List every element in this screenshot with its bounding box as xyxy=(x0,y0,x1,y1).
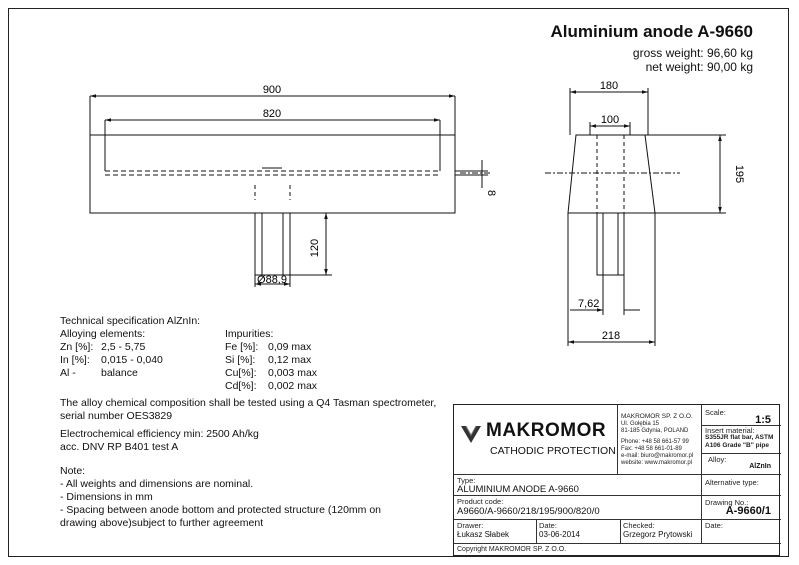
note-heading: Note: xyxy=(60,465,86,477)
side-view xyxy=(545,88,726,346)
logo-subtitle: CATHODIC PROTECTION xyxy=(490,445,616,457)
company-street: Ul. Gołębia 15 xyxy=(621,421,660,427)
company-email: e-mail: biuro@makromor.pl xyxy=(621,453,694,459)
type-value: ALUMINIUM ANODE A-9660 xyxy=(457,484,579,495)
alloy-value: AlZnIn xyxy=(749,463,771,470)
impurity-si-element: Si [%]: xyxy=(225,354,256,366)
product-code-value: A9660/A-9660/218/195/900/820/0 xyxy=(457,506,600,517)
impurity-si-value: 0,12 max xyxy=(268,354,312,366)
anode-body-side xyxy=(568,135,655,213)
scale-value: 1:5 xyxy=(755,414,771,426)
dim-120-label: 120 xyxy=(309,238,321,258)
title-block xyxy=(453,404,780,556)
net-weight: net weight: 90,00 kg xyxy=(645,60,753,74)
test-line-2: serial number OES3829 xyxy=(60,410,173,422)
insert-line-1: S355JR flat bar, ASTM xyxy=(705,434,774,441)
impurity-cd-value: 0,002 max xyxy=(268,380,318,392)
efficiency-line-1: Electrochemical efficiency min: 2500 Ah/kg xyxy=(60,428,259,440)
note-line-2: - Dimensions in mm xyxy=(60,491,153,503)
company-phone: Phone: +48 58 661-57 99 xyxy=(621,439,689,445)
type-label: Type: xyxy=(457,476,476,485)
drawing-no-value: A-9660/1 xyxy=(725,505,771,517)
impurity-fe-value: 0,09 max xyxy=(268,341,312,353)
logo-text: MAKROMOR xyxy=(486,420,607,441)
insert-line-2: A106 Grade "B" pipe xyxy=(705,442,769,449)
alloying-zn-value: 2,5 - 5,75 xyxy=(101,341,146,353)
scale-label: Scale: xyxy=(705,408,726,417)
impurity-cd-element: Cd[%]: xyxy=(225,380,257,392)
gross-weight: gross weight: 96,60 kg xyxy=(632,46,753,60)
dim-218-label: 218 xyxy=(601,330,621,342)
dim-180-label: 180 xyxy=(599,80,619,92)
date1-value: 03-06-2014 xyxy=(539,530,580,539)
dim-900-label: 900 xyxy=(262,84,282,96)
dim-820-label: 820 xyxy=(262,108,282,120)
alt-type-label: Alternative type: xyxy=(705,478,759,487)
test-line-1: The alloy chemical composition shall be tested using a Q4 Tasman spectrometer, xyxy=(60,397,437,409)
product-code-label: Product code: xyxy=(457,497,504,506)
alloy-label: Alloy: xyxy=(708,455,727,464)
date1-label: Date: xyxy=(539,521,557,530)
impurity-cu-element: Cu[%]: xyxy=(225,367,257,379)
dim-195-label: 195 xyxy=(733,164,745,184)
drawer-label: Drawer: xyxy=(457,521,484,530)
alloying-zn-element: Zn [%]: xyxy=(60,341,94,353)
company-fax: Fax: +48 58 661-01-89 xyxy=(621,446,682,452)
insert-label: Insert material: xyxy=(705,426,755,435)
impurities-heading: Impurities: xyxy=(225,328,274,340)
impurity-fe-element: Fe [%]: xyxy=(225,341,259,353)
leg-pipe-front xyxy=(255,213,290,275)
drawer-value: Łukasz Słabek xyxy=(457,530,510,539)
drawing-no-label: Drawing No.: xyxy=(705,498,749,507)
drawing-title: Aluminium anode A-9660 xyxy=(550,22,753,41)
company-website: website: www.makromor.pl xyxy=(621,460,693,466)
company-city: 81-185 Gdynia, POLAND xyxy=(621,428,689,434)
checked-label: Checked: xyxy=(623,521,655,530)
dim-pipe-label: 7,62 xyxy=(578,298,600,310)
spec-heading: Technical specification AlZnIn: xyxy=(60,315,201,327)
note-line-1: - All weights and dimensions are nominal. xyxy=(60,478,254,490)
makromor-logo-icon xyxy=(460,423,482,445)
copyright: Copyright MAKROMOR SP. Z O.O. xyxy=(457,546,567,553)
date3-label: Date: xyxy=(705,521,723,530)
impurity-cu-value: 0,003 max xyxy=(268,367,318,379)
dim-diameter-label: Ø88,9 xyxy=(257,274,287,286)
alloying-al-value: balance xyxy=(101,367,138,379)
anode-body-front xyxy=(90,135,455,213)
alloying-in-value: 0,015 - 0,040 xyxy=(101,354,163,366)
checked-value: Grzegorz Prytowski xyxy=(623,530,693,539)
dim-100-label: 100 xyxy=(600,114,620,126)
alloying-in-element: In [%]: xyxy=(60,354,90,366)
dim-8-label: 8 xyxy=(485,190,497,197)
alloying-al-element: Al - xyxy=(60,367,76,379)
efficiency-line-2: acc. DNV RP B401 test A xyxy=(60,441,179,453)
front-view xyxy=(90,96,490,287)
company-name: MAKROMOR SP. Z O.O. xyxy=(621,413,693,420)
leg-pipe-side xyxy=(597,213,624,275)
note-line-4: drawing above)subject to further agreement xyxy=(60,517,264,529)
alloying-heading: Alloying elements: xyxy=(60,328,146,340)
note-line-3: - Spacing between anode bottom and protected structure (120mm on xyxy=(60,504,382,516)
